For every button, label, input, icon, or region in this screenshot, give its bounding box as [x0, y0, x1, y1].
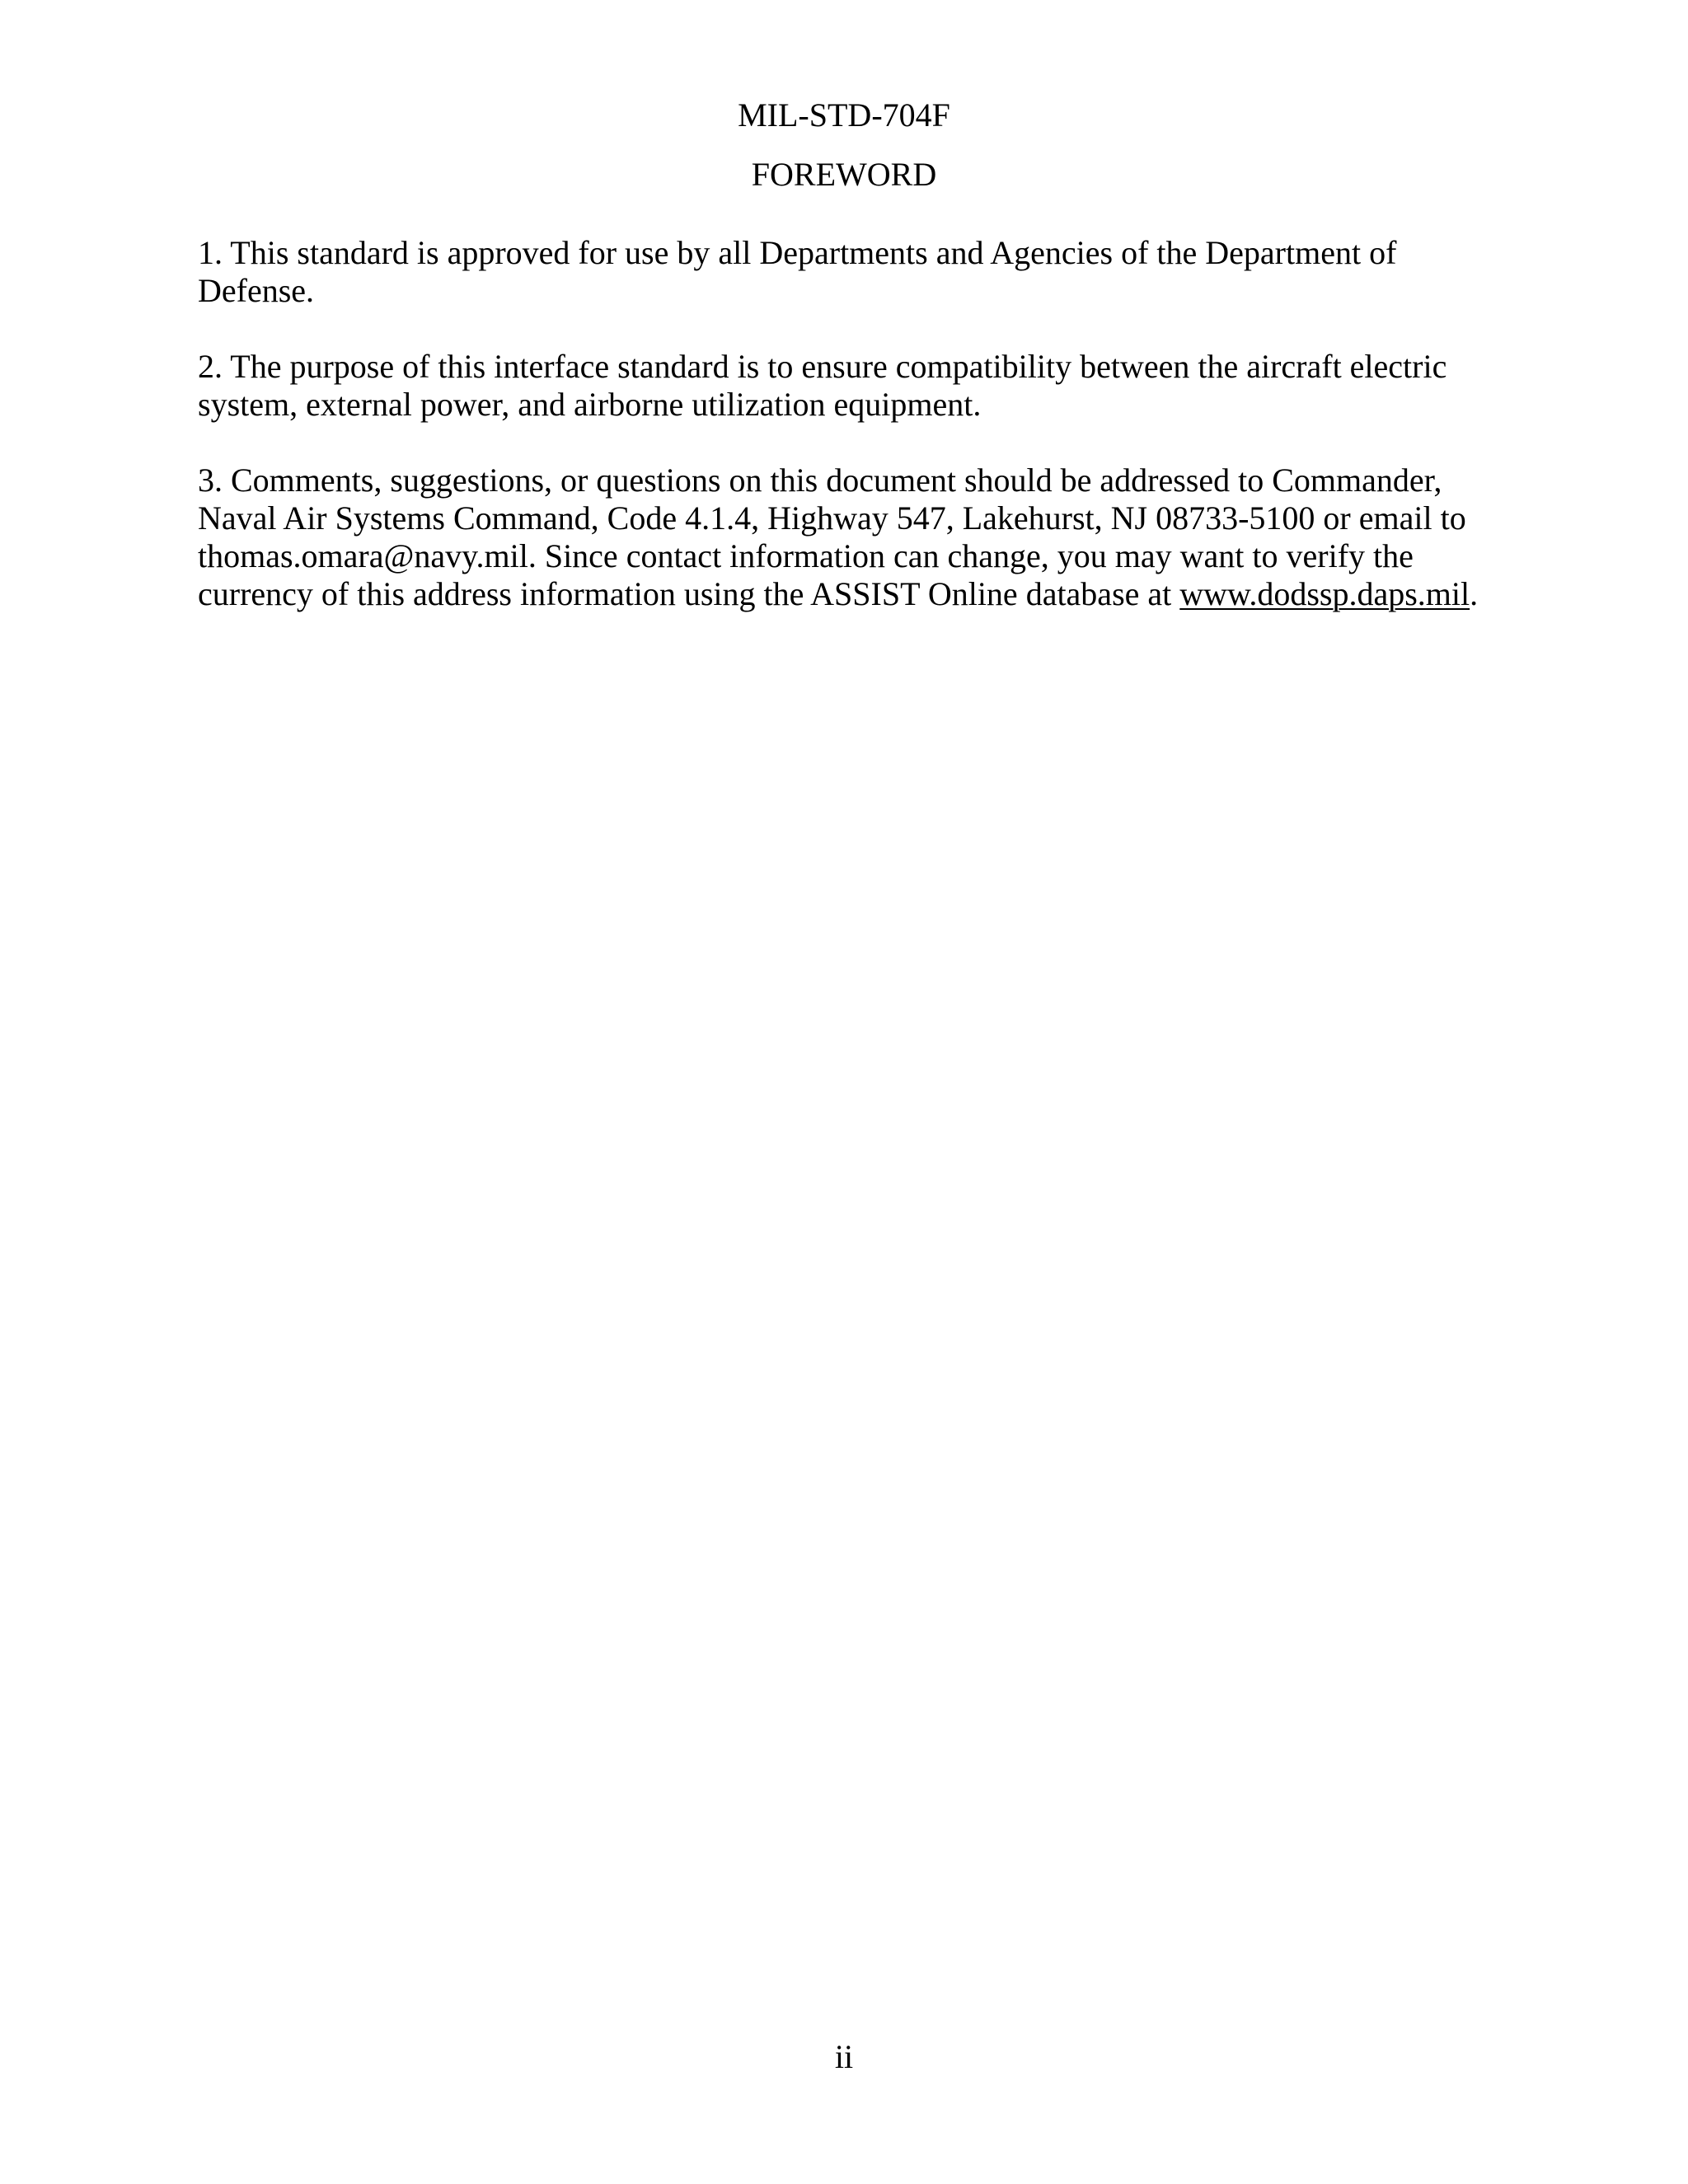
page-title: FOREWORD — [751, 156, 937, 193]
paragraph-line: thomas.omara@navy.mil. Since contact information can change, you may want to verify the — [198, 537, 1414, 574]
paragraph-line: 3. Comments, suggestions, or questions on this document should be addressed to Commander, — [198, 462, 1442, 499]
paragraph-line: system, external power, and airborne utilization equipment. — [198, 386, 982, 423]
paragraph-line: Naval Air Systems Command, Code 4.1.4, Highway 547, Lakehurst, NJ 08733-5100 or email to — [198, 499, 1466, 537]
paragraph-line-end: . — [1470, 575, 1479, 612]
paragraph-line-with-link — [198, 575, 1517, 613]
paragraph-3 — [198, 462, 1517, 613]
paragraph-line: Defense. — [198, 272, 315, 309]
document-id: MIL-STD-704F — [738, 96, 950, 134]
paragraph-1 — [198, 234, 1517, 310]
paragraph-2 — [198, 348, 1517, 424]
paragraph-line: 1. This standard is approved for use by all Departments and Agencies of the Department of — [198, 234, 1397, 271]
page-number: ii — [834, 2038, 854, 2075]
assist-online-link[interactable]: www.dodssp.daps.mil — [1179, 575, 1470, 612]
paragraph-line: 2. The purpose of this interface standard is to ensure compatibility between the aircraft electric — [198, 348, 1447, 385]
paragraph-line-text: currency of this address information using the ASSIST Online database at — [198, 575, 1180, 612]
